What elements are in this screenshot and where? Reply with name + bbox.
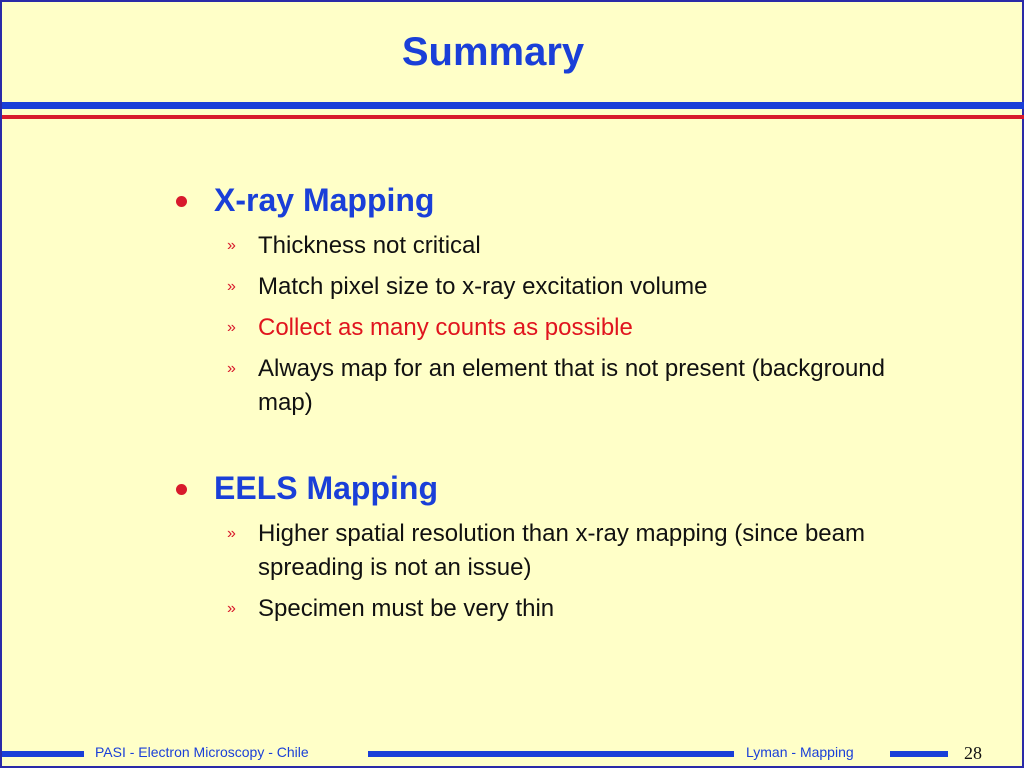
- footer-bar: [368, 751, 734, 757]
- page-number: 28: [964, 743, 982, 763]
- list-item-text: Match pixel size to x-ray excitation volume: [258, 273, 708, 300]
- section-heading: [172, 466, 932, 510]
- list-item-text: Thickness not critical: [258, 232, 481, 259]
- list-item-text: Always map for an element that is not present (background map): [258, 355, 885, 416]
- slide-footer: [2, 742, 1024, 764]
- section-eels-mapping: [172, 466, 932, 626]
- title-divider-red: [2, 115, 1024, 119]
- section-heading: [172, 178, 932, 222]
- footer-left-text: PASI - Electron Microscopy - Chile: [95, 744, 309, 760]
- footer-center-text: Lyman - Mapping: [746, 744, 854, 760]
- list-item-text: Specimen must be very thin: [258, 595, 555, 622]
- slide-content: [172, 178, 932, 626]
- raquo-bullet-icon: »: [227, 319, 236, 336]
- list-item: [172, 592, 932, 626]
- footer-bar: [890, 751, 948, 757]
- list-item-text: Collect as many counts as possible: [258, 314, 633, 341]
- list-item: [172, 270, 932, 304]
- raquo-bullet-icon: »: [227, 525, 236, 542]
- sub-bullet-list: [172, 229, 932, 420]
- section-heading-text: EELS Mapping: [214, 470, 438, 506]
- raquo-bullet-icon: »: [227, 360, 236, 377]
- section-xray-mapping: [172, 178, 932, 420]
- list-item: [172, 517, 932, 585]
- footer-bar: [2, 751, 84, 757]
- bullet-dot-icon: [176, 196, 187, 207]
- raquo-bullet-icon: »: [227, 278, 236, 295]
- slide-title: Summary: [401, 30, 585, 74]
- sub-bullet-list: [172, 517, 932, 626]
- list-item-highlighted: [172, 311, 932, 345]
- raquo-bullet-icon: »: [227, 237, 236, 254]
- section-heading-text: X-ray Mapping: [214, 182, 435, 218]
- title-divider-blue: [2, 102, 1024, 109]
- list-item-text: Higher spatial resolution than x-ray mapping (since beam spreading is not an issue): [258, 520, 865, 581]
- raquo-bullet-icon: »: [227, 600, 236, 617]
- bullet-dot-icon: [176, 484, 187, 495]
- list-item: [172, 352, 932, 420]
- list-item: [172, 229, 932, 263]
